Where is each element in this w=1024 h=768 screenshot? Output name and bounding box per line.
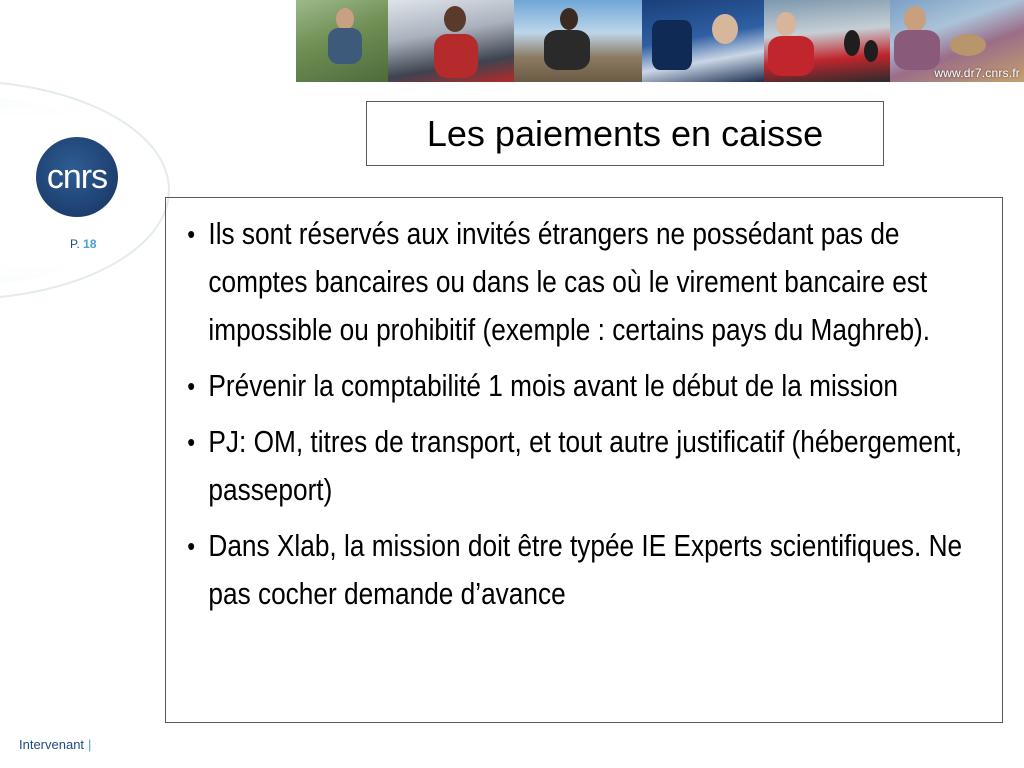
bullet-list — [174, 210, 978, 618]
bullet-item — [174, 362, 976, 410]
page-number-prefix: P. — [70, 237, 80, 251]
cnrs-logo — [36, 137, 118, 217]
cnrs-logo-text: cnrs — [46, 157, 108, 196]
page-number — [70, 237, 97, 251]
bullet-text: Prévenir la comptabilité 1 mois avant le début de la mission — [208, 369, 899, 403]
banner-photo-microscope — [642, 0, 764, 82]
footer-presenter-label: Intervenant — [19, 737, 85, 752]
bullet-marker: • — [187, 371, 196, 401]
bullet-item — [174, 418, 976, 514]
bullet-marker: • — [187, 427, 196, 457]
bullet-marker: • — [187, 219, 196, 249]
bullet-text: PJ: OM, titres de transport, et tout autre justificatif (hébergement, passeport) — [208, 425, 963, 507]
bullet-text: Dans Xlab, la mission doit être typée IE Experts scientifiques. Ne pas cocher demande d’avance — [208, 529, 963, 611]
footer — [19, 737, 91, 752]
page-number-value: 18 — [83, 237, 97, 251]
content-box — [165, 197, 1003, 723]
banner-photo-lab-researcher — [388, 0, 514, 82]
photo-banner — [296, 0, 1024, 82]
bullet-item — [174, 522, 976, 618]
banner-url: www.dr7.cnrs.fr — [934, 66, 1020, 80]
banner-photo-field-researcher — [296, 0, 388, 82]
footer-separator: | — [88, 737, 92, 752]
banner-photo-penguins — [764, 0, 890, 82]
banner-photo-coast-researcher — [514, 0, 642, 82]
bullet-item — [174, 210, 976, 354]
bullet-text: Ils sont réservés aux invités étrangers ne possédant pas de comptes bancaires ou dans le cas où le virement bancaire est impossible ou prohibitif (exemple : certains pays du Maghreb). — [208, 217, 931, 347]
slide-title-box — [366, 101, 884, 166]
slide-title: Les paiements en caisse — [426, 112, 824, 154]
bullet-marker: • — [187, 531, 196, 561]
